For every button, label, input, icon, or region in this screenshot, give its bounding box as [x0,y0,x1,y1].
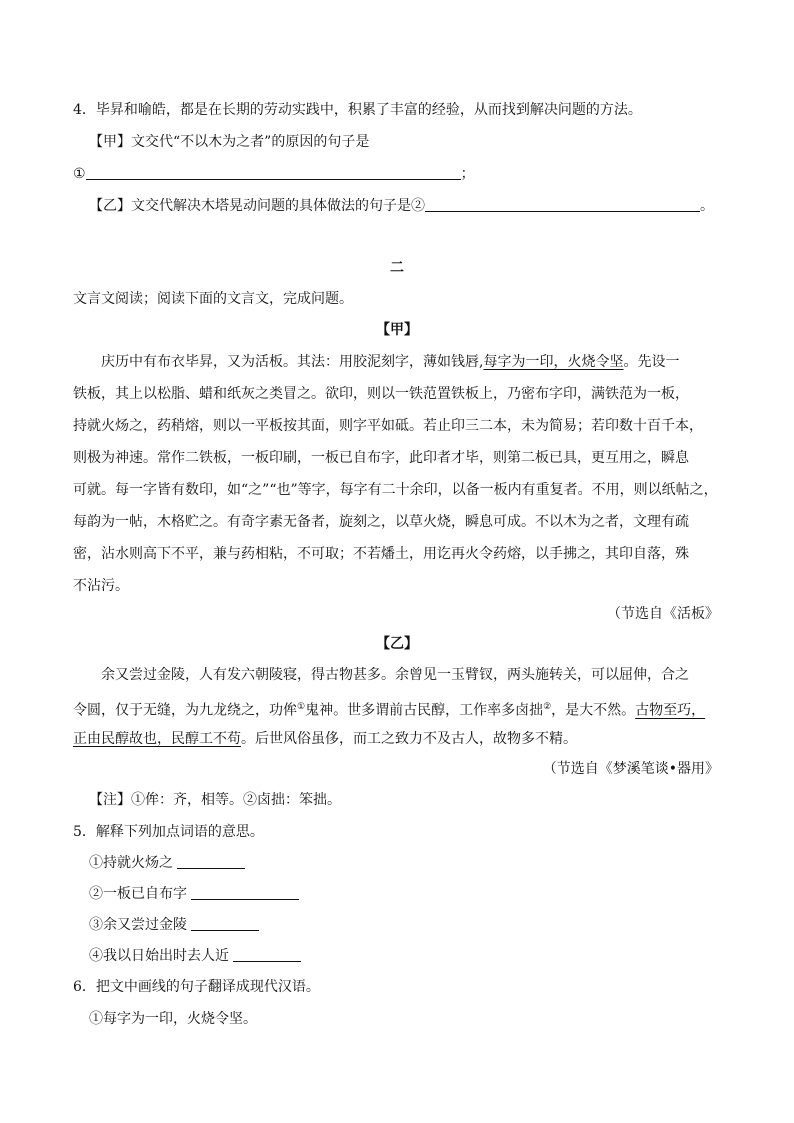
q5-blank-3[interactable] [191,916,259,931]
q4-marker-1: ① [73,166,86,182]
jia-line-1 [101,352,679,372]
q5-item-1-text: ①持就火炀之 [89,855,173,871]
yi-underlined-end: 正由民醇故也，民醇工不苟 [73,731,241,747]
q4-end-2: 。 [700,198,714,214]
yi-line-3 [73,729,577,749]
q5-item-1 [89,853,245,873]
q4-jia-prompt: 【甲】文交代“不以木为之者”的原因的句子是 [89,134,370,150]
yi-line-1: 余又尝过金陵，人有发六朝陵寝，得古物甚多。余曾见一玉臂钗，两头施转关，可以屈伸，合之 [101,667,689,683]
jia-line-8: 不沾污。 [73,578,129,594]
jia-line-2: 铁板，其上以松脂、蜡和纸灰之类冒之。欲印，则以一铁范置铁板上，乃密布字印，满铁范为一板， [73,386,689,402]
q4-yi-prompt: 【乙】文交代解决木塔晃动问题的具体做法的句子是② [89,198,425,214]
yi-line-2-text: 令圆，仅于无缝，为九龙绕之，功侔 [73,702,297,719]
footnote: 【注】①侔：齐，相等。②卤拙：笨拙。 [89,792,341,808]
yi-line-2 [73,697,705,721]
q5-item-2-text: ②一板已自布字 [89,886,187,902]
jia-line-4: 则极为神速。常作二铁板，一板印刷，一板已自布字，此印者才毕，则第二板已具，更互用之，瞬息 [73,450,689,466]
jia-line-7: 密，沾水则高下不平，兼与药相粘，不可取；不若燔土，用讫再火令药熔，以手拂之，其印自落，殊 [73,546,689,562]
jia-underlined-sentence: 每字为一印，火烧令坚 [483,354,624,370]
q6-item-1: ①每字为一印，火烧令坚。 [89,1011,257,1027]
yi-line-3-tail: 。后世风俗虽侈，而工之致力不及古人，故物多不精。 [241,731,577,747]
yi-line-2-middle: 鬼神。世多谓前古民醇，工作率多卤拙 [305,702,544,719]
jia-source: （节选自《活板》 [607,606,719,622]
footnote-ref-2: ② [543,702,552,712]
q5-item-2 [89,884,299,904]
q5-blank-2[interactable] [191,885,299,900]
jia-line-1-text: 庆历中有布衣毕昇，又为活板。其法：用胶泥刻字，薄如钱唇, [101,354,484,370]
q4-answer-line-1 [73,164,475,184]
q5-blank-4[interactable] [233,947,301,962]
q5-item-4-text: ④我以日始出时去人近 [89,948,229,964]
q5-stem: 5．解释下列加点词语的意思。 [73,824,264,840]
section-intro: 文言文阅读；阅读下面的文言文，完成问题。 [73,291,353,307]
q5-item-4 [89,946,301,966]
footnote-ref-1: ① [297,702,306,712]
q4-blank-1[interactable] [86,165,461,180]
jia-line-3: 持就火炀之，药稍熔，则以一平板按其面，则字平如砥。若止印三二本，未为简易；若印数十百千本， [73,418,703,434]
q4-stem: 4．毕昇和喻皓，都是在长期的劳动实践中，积累了丰富的经验，从而找到解决问题的方法。 [73,102,642,118]
section-title: 二 [390,260,404,276]
yi-source: （节选自《梦溪笔谈•器用》 [542,761,719,777]
jia-line-1-tail: 。先设一 [623,354,680,370]
q4-blank-2[interactable] [425,197,700,212]
jia-heading: 【甲】 [376,322,418,338]
yi-underlined-start: 古物至巧， [635,702,706,719]
q6-stem: 6．把文中画线的句子翻译成现代汉语。 [73,979,320,995]
q4-yi-line [89,196,714,216]
yi-heading: 【乙】 [376,636,418,652]
jia-line-5: 可就。每一字皆有数印，如“之”“也”等字，每字有二十余印，以备一板内有重复者。不用，则以纸帖之， [73,482,718,498]
q5-item-3 [89,915,259,935]
q5-item-3-text: ③余又尝过金陵 [89,917,187,933]
jia-line-6: 每韵为一帖，木格贮之。有奇字素无备者，旋刻之，以草火烧，瞬息可成。不以木为之者，文理有疏 [73,514,689,530]
yi-line-2-tail: ，是大不然。 [551,702,636,719]
q5-blank-1[interactable] [177,854,245,869]
q4-end-1: ； [460,166,475,182]
